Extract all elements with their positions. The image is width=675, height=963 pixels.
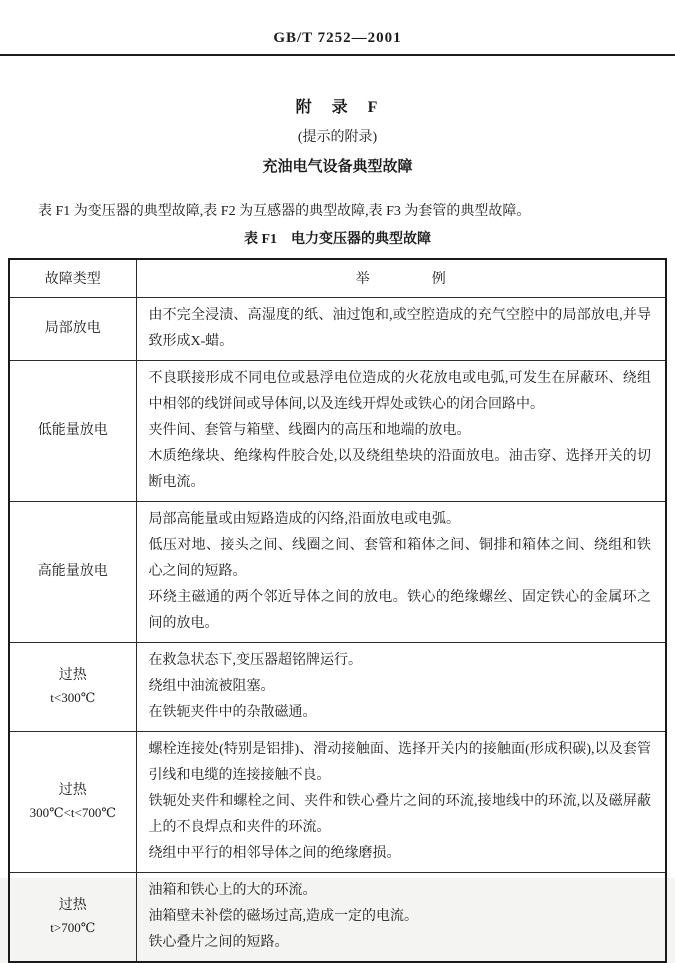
example-paragraph: 螺栓连接处(特别是铝排)、滑动接触面、选择开关内的接触面(形成积碳),以及套管引线和电缆的连接接触不良。 xyxy=(148,741,651,783)
table-row-low-energy-discharge xyxy=(9,360,666,501)
fault-type-line: t<300℃ xyxy=(50,689,96,705)
example-paragraph: 不良联接形成不同电位或悬浮电位造成的火花放电或电弧,可发生在屏蔽环、绕组中相邻的线饼间或导体间,以及连线开焊处或铁心的闭合回路中。 xyxy=(148,370,651,412)
fault-type-line: 过热 xyxy=(58,897,87,913)
table-header-row xyxy=(9,259,666,297)
doc-number: GB/T 7252—2001 xyxy=(273,30,402,46)
example-paragraph: 环绕主磁通的两个邻近导体之间的放电。铁心的绝缘螺丝、固定铁心的金属环之间的放电。 xyxy=(148,589,651,631)
fault-type-cell xyxy=(9,872,136,962)
example-cell xyxy=(136,297,666,360)
appendix-subtitle: (提示的附录) xyxy=(297,130,378,145)
fault-type-cell xyxy=(9,360,136,501)
example-cell xyxy=(136,642,666,731)
example-paragraph: 夹件间、套管与箱壁、线圈内的高压和地端的放电。 xyxy=(148,422,471,438)
example-cell xyxy=(136,731,666,872)
example-header-left: 举 xyxy=(355,272,370,288)
example-paragraph: 木质绝缘块、绝缘构件胶合处,以及绕组垫块的沿面放电。油击穿、选择开关的切断电流。 xyxy=(148,448,651,490)
fault-type-line: 高能量放电 xyxy=(37,563,108,579)
table-row-partial-discharge xyxy=(9,297,666,360)
fault-type-line: 过热 xyxy=(58,782,87,798)
appendix-title: 附 录 F xyxy=(295,99,380,116)
fault-type-cell xyxy=(9,501,136,642)
fault-type-line: 过热 xyxy=(58,667,87,683)
fault-type-cell xyxy=(9,642,136,731)
intro-paragraph: 表 F1 为变压器的典型故障,表 F2 为互感器的典型故障,表 F3 为套管的典型故障。 xyxy=(38,204,531,219)
example-header-right: 例 xyxy=(431,272,446,288)
example-paragraph: 铁心叠片之间的短路。 xyxy=(148,934,289,950)
example-paragraph: 局部高能量或由短路造成的闪络,沿面放电或电弧。 xyxy=(148,511,460,527)
fault-table xyxy=(8,258,667,963)
example-paragraph: 由不完全浸渍、高湿度的纸、油过饱和,或空腔造成的充气空腔中的局部放电,并导致形成X-蜡。 xyxy=(148,307,651,349)
appendix-heading: 充油电气设备典型故障 xyxy=(262,159,413,175)
example-paragraph: 在铁轭夹件中的杂散磁通。 xyxy=(148,704,317,720)
example-cell xyxy=(136,501,666,642)
table-row-overheat-above-700 xyxy=(9,872,666,962)
column-header-example xyxy=(136,259,666,297)
example-cell xyxy=(136,360,666,501)
fault-type-line: 低能量放电 xyxy=(37,422,108,438)
header-rule xyxy=(0,54,675,56)
example-paragraph: 铁轭处夹件和螺栓之间、夹件和铁心叠片之间的环流,接地线中的环流,以及磁屏蔽上的不良焊点和夹件的环流。 xyxy=(148,793,651,835)
example-paragraph: 在救急状态下,变压器超铭牌运行。 xyxy=(148,652,362,668)
fault-type-cell xyxy=(9,731,136,872)
fault-type-line: t>700℃ xyxy=(50,919,96,935)
table-row-overheat-below-300 xyxy=(9,642,666,731)
example-paragraph: 低压对地、接头之间、线圈之间、套管和箱体之间、铜排和箱体之间、绕组和铁心之间的短路。 xyxy=(148,537,651,579)
fault-type-cell xyxy=(9,297,136,360)
example-paragraph: 油箱和铁心上的大的环流。 xyxy=(148,882,317,898)
table-caption: 表 F1 电力变压器的典型故障 xyxy=(243,232,432,247)
example-cell xyxy=(136,872,666,962)
column-header-fault-type: 故障类型 xyxy=(9,259,136,297)
example-paragraph: 绕组中油流被阻塞。 xyxy=(148,678,275,694)
table-row-overheat-300-700 xyxy=(9,731,666,872)
fault-type-line: 局部放电 xyxy=(44,320,101,336)
example-paragraph: 绕组中平行的相邻导体之间的绝缘磨损。 xyxy=(148,845,401,861)
example-paragraph: 油箱壁未补偿的磁场过高,造成一定的电流。 xyxy=(148,908,418,924)
fault-type-line: 300℃<t<700℃ xyxy=(29,804,116,820)
table-row-high-energy-discharge xyxy=(9,501,666,642)
